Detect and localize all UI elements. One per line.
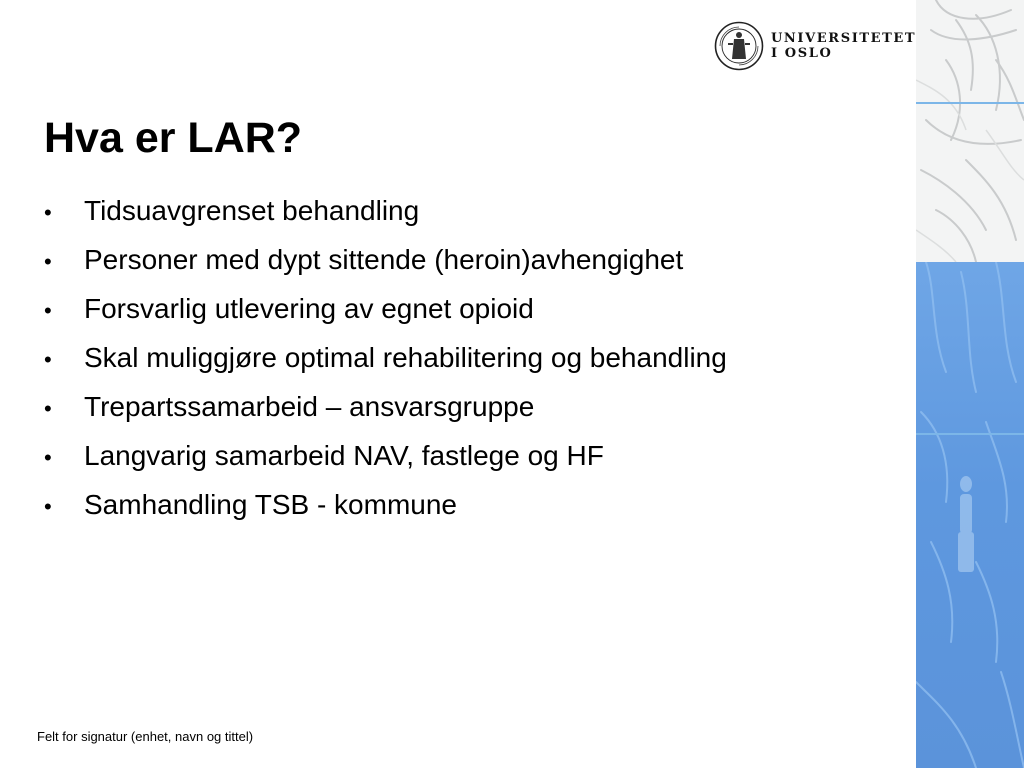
bullet-text: Personer med dypt sittende (heroin)avhengighet (84, 244, 684, 275)
bullet-dot-icon: • (44, 445, 52, 470)
bullet-item (44, 382, 904, 431)
slide-title: Hva er LAR? (44, 114, 303, 162)
bullet-item (44, 431, 904, 480)
bullet-text: Langvarig samarbeid NAV, fastlege og HF (84, 440, 604, 471)
university-name-line2: I OSLO (771, 46, 833, 61)
blue-statue-panel (916, 262, 1024, 768)
university-seal-icon (714, 21, 764, 71)
bullet-item (44, 186, 904, 235)
bullet-text: Tidsuavgrenset behandling (84, 195, 420, 226)
bullet-dot-icon: • (44, 494, 52, 519)
decorative-side-strip (916, 0, 1024, 768)
bullet-dot-icon: • (44, 347, 52, 372)
blue-statue-icon (916, 262, 1024, 768)
strip-divider-line (916, 102, 1024, 104)
bullet-dot-icon: • (44, 298, 52, 323)
statue-sketch-panel (916, 0, 1024, 262)
bullet-item (44, 284, 904, 333)
bullet-item (44, 333, 904, 382)
bullet-item (44, 235, 904, 284)
bullet-text: Skal muliggjøre optimal rehabilitering og behandling (84, 342, 727, 373)
bullet-text: Samhandling TSB - kommune (84, 489, 457, 520)
university-name (771, 31, 916, 61)
signature-footer: Felt for signatur (enhet, navn og tittel) (37, 729, 254, 744)
bullet-dot-icon: • (44, 249, 52, 274)
strip-divider-line (916, 433, 1024, 435)
bullet-text: Forsvarlig utlevering av egnet opioid (84, 293, 534, 324)
university-name-line1: UNIVERSITETET (771, 31, 917, 46)
bullet-text: Trepartssamarbeid – ansvarsgruppe (84, 391, 535, 422)
bullet-list (44, 186, 904, 529)
statue-sketch-icon (916, 0, 1024, 262)
bullet-dot-icon: • (44, 396, 52, 421)
bullet-dot-icon: • (44, 200, 52, 225)
bullet-item (44, 480, 904, 529)
university-logo (714, 21, 916, 71)
